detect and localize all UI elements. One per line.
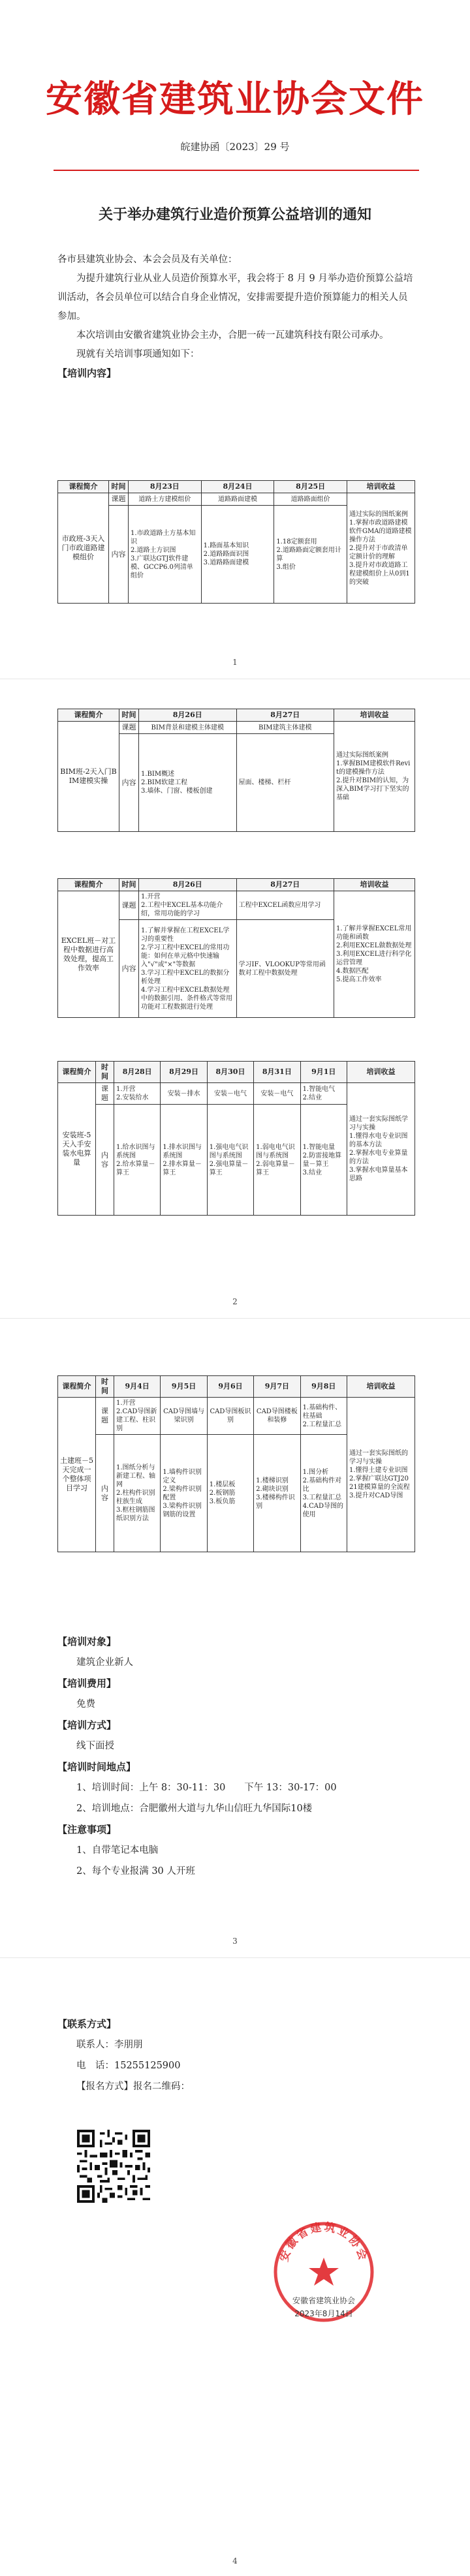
table-header: 8月29日 — [161, 1062, 207, 1083]
row-label: 课题 — [96, 1083, 114, 1105]
notice-body — [57, 251, 415, 383]
content-cell: 1.楼层板 2.板钢筋 3.板负筋 — [207, 1435, 253, 1552]
content-cell: 1.路面基本知识 2.道路路面识图 3.道路路面建模 — [201, 506, 274, 604]
table-header: 时间 — [96, 1062, 114, 1083]
row-label: 内容 — [119, 920, 139, 1018]
table-bim — [57, 709, 415, 832]
table-header: 8月24日 — [201, 481, 274, 493]
table-header: 时间 — [119, 709, 139, 722]
content-cell: 1.18定额套用 2.道路路面定额套用计算 3.组价 — [274, 506, 347, 604]
page-divider — [0, 1957, 470, 1958]
contact-info — [57, 2014, 415, 2097]
target-title: 【培训对象】 — [57, 1636, 117, 1648]
contact-phone: 电 话：15255125900 — [76, 2061, 181, 2071]
table-header: 时间 — [96, 1376, 114, 1398]
time-text: 1、培训时间：上午 8：30-11：30 下午 13：30-17：00 — [76, 1783, 337, 1793]
row-label: 课题 — [119, 891, 139, 920]
course-summary: EXCEL班－对工程中数据进行高效处理，提高工作效率 — [58, 891, 119, 1018]
row-label: 课题 — [109, 493, 129, 506]
topic-cell: BIM建筑主体建模 — [236, 722, 334, 734]
section-content-title: 【培训内容】 — [57, 367, 117, 379]
table-header: 9月4日 — [114, 1376, 161, 1398]
content-cell: 屋面、楼梯、栏杆 — [236, 734, 334, 832]
topic-cell: 1.开营 2.工程中EXCEL基本功能介绍，常用功能的学习 — [139, 891, 237, 920]
contact-title: 【联系方式】 — [57, 2018, 117, 2030]
qr-code-icon[interactable] — [77, 2130, 150, 2203]
table-header: 培训收益 — [334, 879, 415, 891]
table-header: 课程简介 — [58, 709, 119, 722]
course-summary: 土建班－5天完成一个整体项目学习 — [58, 1398, 96, 1552]
place-text: 2、培训地点：合肥徽州大道与九华山信旺九华国际10楼 — [76, 1803, 313, 1814]
table-header: 8月25日 — [274, 481, 347, 493]
paragraph-1: 为提升建筑行业从业人员造价预算水平，我会将于 8 月 9 月举办造价预算公益培训活动，各会员单位可以结合自身企业情况，安排需要提升造价预算能力的相关人员参加。 — [57, 273, 413, 322]
doc-number: 皖建协函〔2023〕29 号 — [180, 141, 290, 153]
topic-cell: 工程中EXCEL函数应用学习 — [236, 891, 334, 920]
table-header: 培训收益 — [347, 1376, 415, 1398]
mode-text: 线下面授 — [76, 1741, 114, 1751]
benefit-cell: 1.了解并掌握EXCEL常用功能和函数 2.利用EXCEL做数据处理 3.利用EXCEL进行科学化运营管理 4.数据匹配 5.提高工作效率 — [334, 891, 415, 1018]
topic-cell: CAD导图墙与梁识别 — [161, 1398, 207, 1435]
table-header: 培训收益 — [334, 709, 415, 722]
topic-cell: 1.开营 2.CAD导图新建工程、柱识别 — [114, 1398, 161, 1435]
seal-arc-text: 安徽省建筑业协会 — [277, 2220, 370, 2263]
table-install — [57, 1061, 415, 1216]
table-header: 9月5日 — [161, 1376, 207, 1398]
content-cell: 1.了解并掌握在工程EXCEL学习的重要性 2.学习工程中EXCEL的常用功能：如何在单元格中快速输入"√"或"×"等数据 3.学习工程中EXCEL的数据分析处理 4.学习工程中EXCEL数据处理中的数据引用、条件格式等常用功能对工程数据进行处理 — [139, 920, 237, 1018]
topic-cell: 1.基础构件、柱基础 2.工程量汇总 — [300, 1398, 347, 1435]
topic-cell: 安装－电气 — [207, 1083, 253, 1105]
table-header: 9月1日 — [300, 1062, 347, 1083]
topic-cell: 道路路面组价 — [274, 493, 347, 506]
content-cell: 1.智能电量 2.防雷接地算量－算王 3.结业 — [300, 1105, 347, 1216]
table-header: 课程简介 — [58, 1376, 96, 1398]
table-header: 课程简介 — [58, 879, 119, 891]
timeplace-title: 【培训时间地点】 — [57, 1761, 136, 1773]
signup-label: 【报名方式】报名二维码： — [76, 2081, 190, 2092]
content-cell: 1.市政道路土方基本知识 2.道路土方识图 3.广联达GTJ软件建模、GCCP6.0列清单组价 — [129, 506, 202, 604]
content-cell: 1.图分析 2.基础构件对比 3.工程量汇总 4.CAD导图的使用 — [300, 1435, 347, 1552]
benefit-cell: 通过一套实际图纸的学习与实操 1.懂得土建专业识图 2.掌握广联达GTJ2021建模算量的全流程 3.提升对CAD导图 — [347, 1398, 415, 1552]
table-header: 培训收益 — [347, 481, 415, 493]
topic-cell: BIM背景和建模主体建模 — [139, 722, 237, 734]
row-label: 内容 — [109, 506, 129, 604]
seal-date-line: 2023年8月14日 — [294, 2309, 353, 2318]
table-excel — [57, 878, 415, 1018]
table-header: 时间 — [109, 481, 129, 493]
mode-title: 【培训方式】 — [57, 1719, 117, 1731]
table-header: 时间 — [119, 879, 139, 891]
red-divider — [54, 170, 419, 171]
row-label: 内容 — [96, 1435, 114, 1552]
topic-cell: 1.开营 2.安装给水 — [114, 1083, 161, 1105]
table-header: 8月27日 — [236, 709, 334, 722]
page-number: 4 — [232, 2556, 238, 2566]
table-header: 8月30日 — [207, 1062, 253, 1083]
row-label: 内容 — [96, 1105, 114, 1216]
content-cell: 学习IF、VLOOKUP等常用函数对工程中数据处理 — [236, 920, 334, 1018]
topic-cell: 道路路面建模 — [201, 493, 274, 506]
content-cell: 1.楼梯识别 2.砌块识别 3.楼梯构件识别 — [254, 1435, 300, 1552]
topic-cell: CAD导图板识别 — [207, 1398, 253, 1435]
course-summary: 安装班-5天入手安装水电算量 — [58, 1083, 96, 1216]
table-civil — [57, 1375, 415, 1552]
content-cell: 1.弱电电气识图与系统图 2.弱电算量－算王 — [254, 1105, 300, 1216]
training-info — [57, 1631, 415, 1882]
table-header: 9月7日 — [254, 1376, 300, 1398]
page-number: 2 — [232, 1297, 238, 1306]
fee-title: 【培训费用】 — [57, 1678, 117, 1689]
row-label: 内容 — [119, 734, 139, 832]
org-title: 安徽省建筑业协会文件 — [46, 78, 424, 121]
table-header: 8月26日 — [139, 709, 237, 722]
content-cell: 1.墙构件识别定义 2.梁构件识别配置 3.梁构件识别钢筋的设置 — [161, 1435, 207, 1552]
table-header: 8月31日 — [254, 1062, 300, 1083]
topic-cell: 安装－电气 — [254, 1083, 300, 1105]
content-cell: 1.排水识图与系统图 2.排水算量－算王 — [161, 1105, 207, 1216]
table-header: 培训收益 — [347, 1062, 415, 1083]
page-divider — [0, 1318, 470, 1319]
fee-text: 免费 — [76, 1699, 95, 1710]
table-header: 8月26日 — [139, 879, 237, 891]
salutation: 各市县建筑业协会、本会会员及有关单位： — [57, 254, 238, 265]
page-number: 3 — [232, 1937, 238, 1946]
table-header: 9月8日 — [300, 1376, 347, 1398]
svg-text:安徽省建筑业协会 — [277, 2220, 370, 2263]
table-header: 8月27日 — [236, 879, 334, 891]
row-label: 课题 — [119, 722, 139, 734]
paragraph-3: 现就有关培训事项通知如下： — [76, 349, 200, 360]
topic-cell: 1.智能电气 2.结业 — [300, 1083, 347, 1105]
contact-person: 联系人：李朋朋 — [76, 2040, 143, 2050]
target-text: 建筑企业新人 — [76, 1657, 133, 1668]
table-header: 课程简介 — [58, 1062, 96, 1083]
note-1: 1、自带笔记本电脑 — [76, 1845, 159, 1856]
content-cell: 1.图纸分析与新建工程、轴网 2.柱构件识别柱族生成 3.框柱钢筋图纸识别方法 — [114, 1435, 161, 1552]
table-header: 8月23日 — [129, 481, 202, 493]
page-number: 1 — [232, 658, 238, 667]
benefit-cell: 通过实际的图纸案例 1.掌握市政道路建模软件GMA的道路建模操作方法 2.提升对于市政清单定额计价的理解 3.提升对市政道路工程建模组价上从0到1的突破 — [347, 493, 415, 604]
notes-title: 【注意事项】 — [57, 1824, 117, 1835]
paragraph-2: 本次培训由安徽省建筑业协会主办，合肥一砖一瓦建筑科技有限公司承办。 — [76, 330, 389, 341]
note-2: 2、每个专业报满 30 人开班 — [76, 1866, 195, 1877]
course-summary: BIM班-2天入门BIM建模实操 — [58, 722, 119, 832]
seal-org-line: 安徽省建筑业协会 — [292, 2296, 356, 2305]
topic-cell: CAD导图楼板和装修 — [254, 1398, 300, 1435]
table-header: 课程简介 — [58, 481, 109, 493]
table-header: 9月6日 — [207, 1376, 253, 1398]
official-seal-icon — [269, 2217, 379, 2327]
topic-cell: 道路土方建模组价 — [129, 493, 202, 506]
benefit-cell: 通过一套实际图纸学习与实操 1.懂得水电专业识图的基本方法 2.掌握水电专业算量的方法 3.掌握水电算量基本思路 — [347, 1083, 415, 1216]
course-summary: 市政班-3天入门市政道路建模组价 — [58, 493, 109, 604]
notice-title: 关于举办建筑行业造价预算公益培训的通知 — [98, 206, 371, 223]
content-cell: 1.BIM概述 2.BIM软建工程 3.墙体、门窗、楼板创建 — [139, 734, 237, 832]
topic-cell: 安装－排水 — [161, 1083, 207, 1105]
row-label: 课题 — [96, 1398, 114, 1435]
benefit-cell: 通过实际图纸案例 1.掌握BIM建模软件Revit的建模操作方法 2.提升对BIM的认知，为深入BIM学习打下坚实的基础 — [334, 722, 415, 832]
content-cell: 1.给水识图与系统图 2.给水算量－算王 — [114, 1105, 161, 1216]
table-municipal — [57, 480, 415, 604]
table-header: 8月28日 — [114, 1062, 161, 1083]
content-cell: 1.强电电气识图与系统图 2.强电算量－算王 — [207, 1105, 253, 1216]
